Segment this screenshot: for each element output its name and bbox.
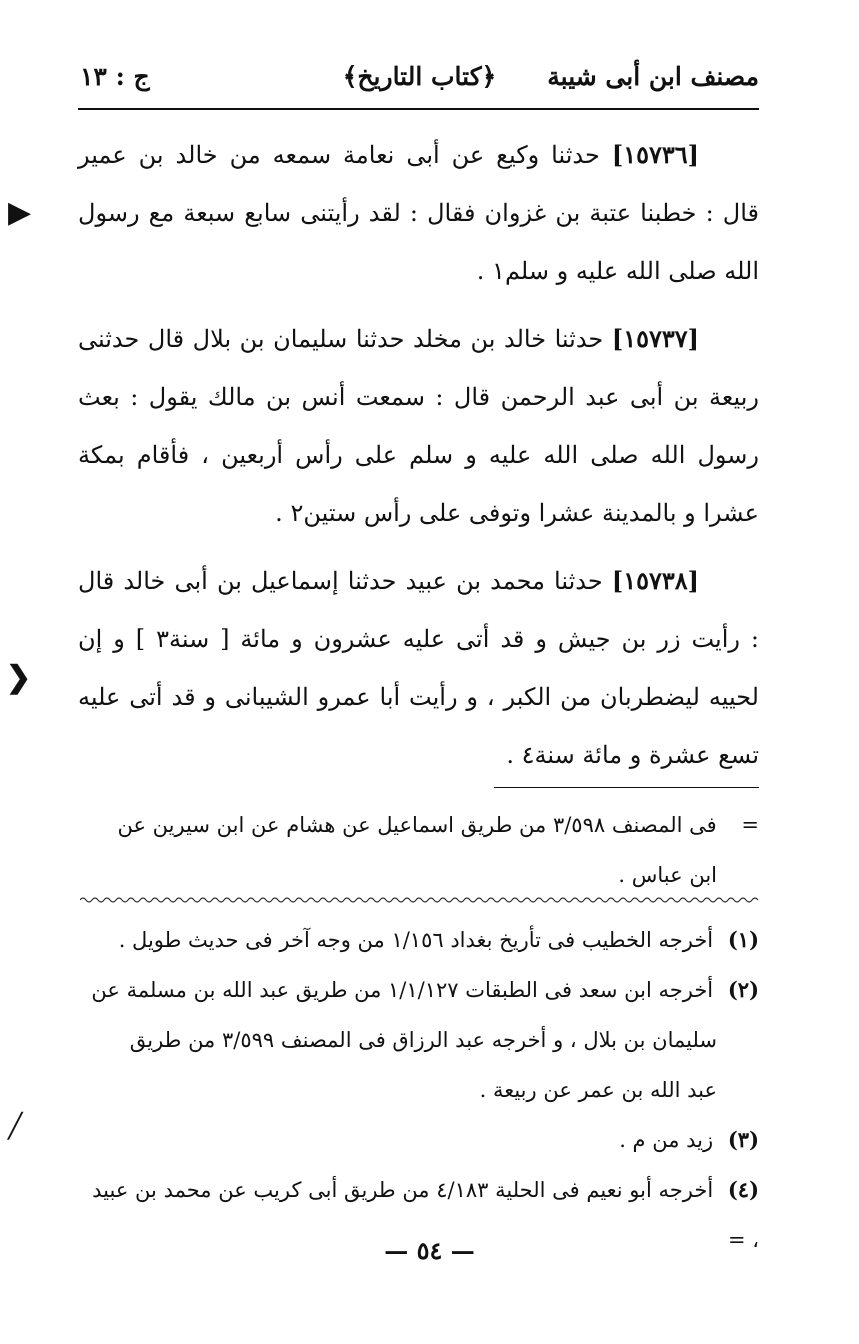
footnote-text: سليمان بن بلال ، و أخرجه عبد الرزاق فى المصنف ٣/٥٩٩ من طريق: [129, 1028, 717, 1052]
hadith-text: حدثنا محمد بن عبيد حدثنا إسماعيل بن أبى خالد قال : رأيت زر بن جيش و قد أتى عليه عشرون و مائة [ سنة٣ ] و إن لحييه ليضطربان من الكبر ، و رأيت أبا عمرو الشيبانى و قد أتى عليه تسع عشرة و مائة سنة٤ .: [78, 567, 759, 769]
hadith-entry: [78, 126, 759, 300]
footnote-number: (١): [727, 927, 759, 952]
footnote-number: (٢): [727, 977, 759, 1002]
margin-mark-icon: ▶: [8, 195, 32, 230]
book-title: مصنف ابن أبى شيبة: [547, 62, 759, 91]
hadith-number: [١٥٧٣٨]: [611, 566, 699, 595]
hadith-entry: [78, 552, 759, 784]
page-number: — ٥٤ —: [384, 1236, 475, 1265]
footnote-text: عبد الله بن عمر عن ربيعة .: [479, 1078, 717, 1102]
wavy-separator: [80, 896, 760, 904]
header-rule: [78, 108, 759, 110]
footnote-text: أخرجه ابن سعد فى الطبقات ١/١/١٢٧ من طريق عبد الله بن مسلمة عن: [91, 978, 714, 1002]
footnote-continuation: [80, 800, 759, 900]
hadith-number: [١٥٧٣٦]: [611, 140, 699, 169]
main-text: [78, 126, 759, 794]
footnote-text: أخرجه الخطيب فى تأريخ بغداد ١/١٥٦ من وجه آخر فى حديث طويل .: [118, 928, 714, 952]
hadith-text: حدثنا وكيع عن أبى نعامة سمعه من خالد بن عمير قال : خطبنا عتبة بن غزوان فقال : لقد رأيتنى سابع سبعة مع رسول الله صلى الله عليه و سلم١ .: [78, 141, 759, 285]
hadith-entry: [78, 310, 759, 542]
continuation-line: ابن عباس .: [618, 863, 717, 887]
footnote: [80, 915, 759, 965]
hadith-number: [١٥٧٣٧]: [611, 324, 699, 353]
footnote-number: (٤): [727, 1177, 759, 1202]
footnote-separator: [494, 787, 759, 788]
margin-mark-icon: ❯: [6, 660, 32, 695]
margin-mark-icon: ╱: [8, 1112, 23, 1140]
footnote-text: زيد من م .: [619, 1128, 714, 1152]
footnote-number: (٣): [727, 1127, 759, 1152]
footnote: [80, 1115, 759, 1165]
footnote: [80, 965, 759, 1015]
chapter-title: ﴿كتاب التاريخ﴾: [342, 62, 497, 91]
continuation-line: = فى المصنف ٣/٥٩٨ من طريق اسماعيل عن هشام عن ابن سيرين عن: [117, 813, 759, 837]
running-header: [80, 58, 759, 102]
hadith-text: حدثنا خالد بن مخلد حدثنا سليمان بن بلال قال حدثنى ربيعة بن أبى عبد الرحمن قال : سمعت أنس بن مالك يقول : بعث رسول الله صلى الله عليه و سلم على رأس أربعين ، فأقام بمكة عشرا و بالمدينة عشرا وتوفى على رأس ستين٢ .: [78, 325, 759, 527]
volume-number: ج : ١٣: [80, 62, 150, 91]
continuation-marker: =: [741, 813, 759, 837]
footnote-text: أخرجه أبو نعيم فى الحلية ٤/١٨٣ من طريق أبى كريب عن محمد بن عبيد ، =: [92, 1178, 759, 1252]
footnotes: [80, 915, 759, 1265]
